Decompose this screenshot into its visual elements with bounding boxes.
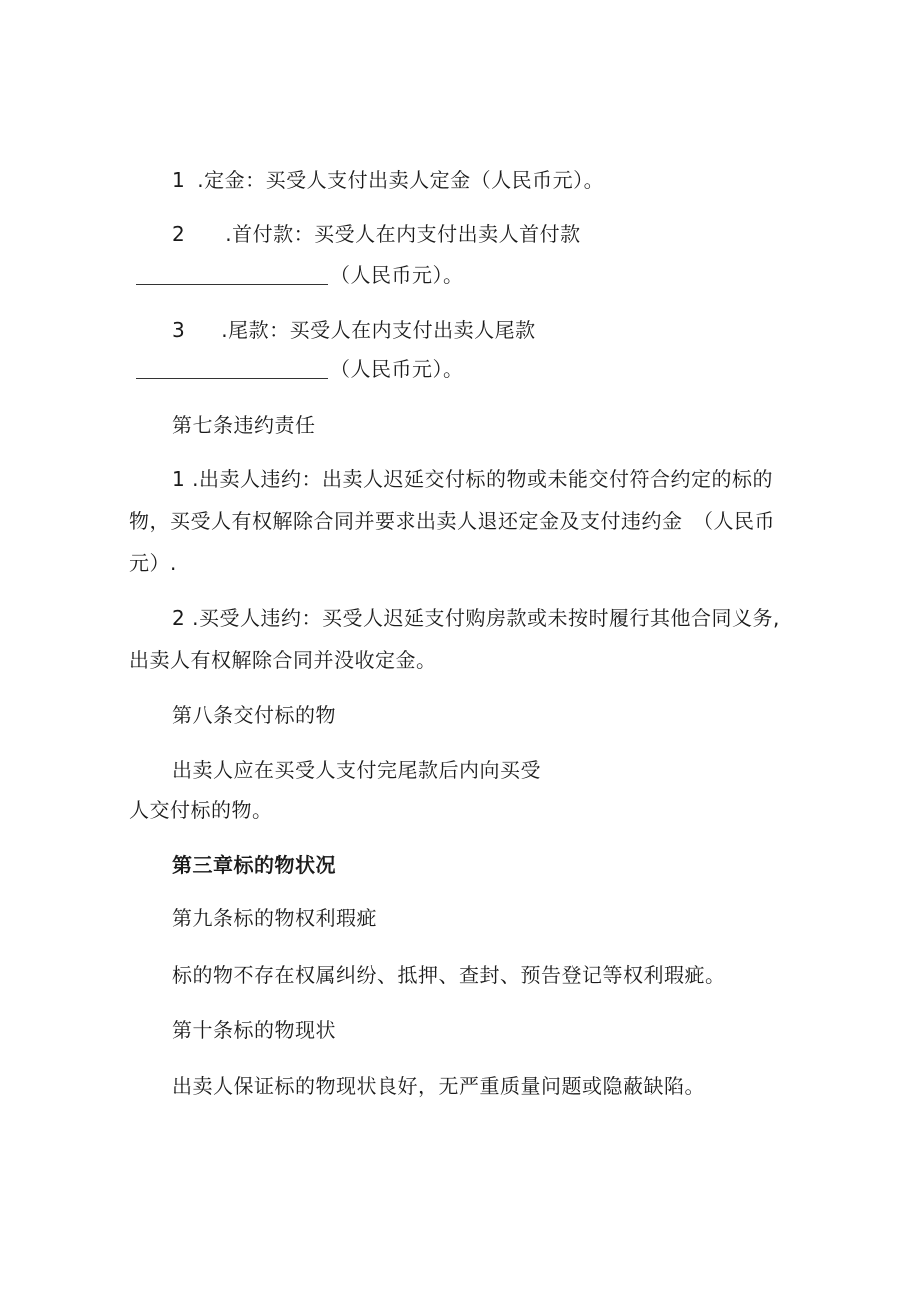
clause-text: .尾款：买受人在内支付出卖人尾款: [221, 318, 536, 342]
breach-buyer-line-1: 2 .买受人违约：买受人迟延支付购房款或未按时履行其他合同义务,: [172, 606, 780, 630]
clause-final-payment: [172, 317, 536, 343]
clause-text: .首付款：买受人在内支付出卖人首付款: [225, 222, 581, 246]
clause-number: 2: [172, 222, 186, 246]
clause-text: .定金：买受人支付出卖人定金（人民币元）。: [197, 168, 605, 192]
breach-seller-line-2: 物，买受人有权解除合同并要求出卖人退还定金及支付违约金 （人民币: [129, 509, 775, 533]
clause-down-payment-tail: （人民币元）。: [330, 263, 464, 287]
chapter-3-title: 第三章标的物状况: [172, 853, 336, 877]
article-7-title: 第七条违约责任: [172, 413, 316, 437]
article-10-text: 出卖人保证标的物现状良好，无严重质量问题或隐蔽缺陷。: [172, 1074, 705, 1098]
delivery-line-2: 人交付标的物。: [129, 798, 273, 822]
breach-seller-line-1: 1 .出卖人违约：出卖人迟延交付标的物或未能交付符合约定的标的: [172, 467, 773, 491]
clause-number: 1: [172, 168, 186, 192]
article-8-title: 第八条交付标的物: [172, 703, 336, 727]
blank-line: [136, 284, 328, 285]
delivery-line-1: 出卖人应在买受人支付完尾款后内向买受: [172, 758, 541, 782]
article-10-title: 第十条标的物现状: [172, 1018, 336, 1042]
clause-number: 3: [172, 318, 186, 342]
article-9-title: 第九条标的物权利瑕疵: [172, 906, 377, 930]
breach-buyer-line-2: 出卖人有权解除合同并没收定金。: [129, 648, 437, 672]
breach-seller-line-3: 元）.: [129, 551, 177, 575]
blank-line: [136, 378, 328, 379]
clause-deposit: [172, 167, 604, 193]
clause-down-payment: [172, 221, 581, 247]
clause-final-payment-tail: （人民币元）。: [330, 357, 464, 381]
article-9-text: 标的物不存在权属纠纷、抵押、查封、预告登记等权利瑕疵。: [172, 963, 726, 987]
